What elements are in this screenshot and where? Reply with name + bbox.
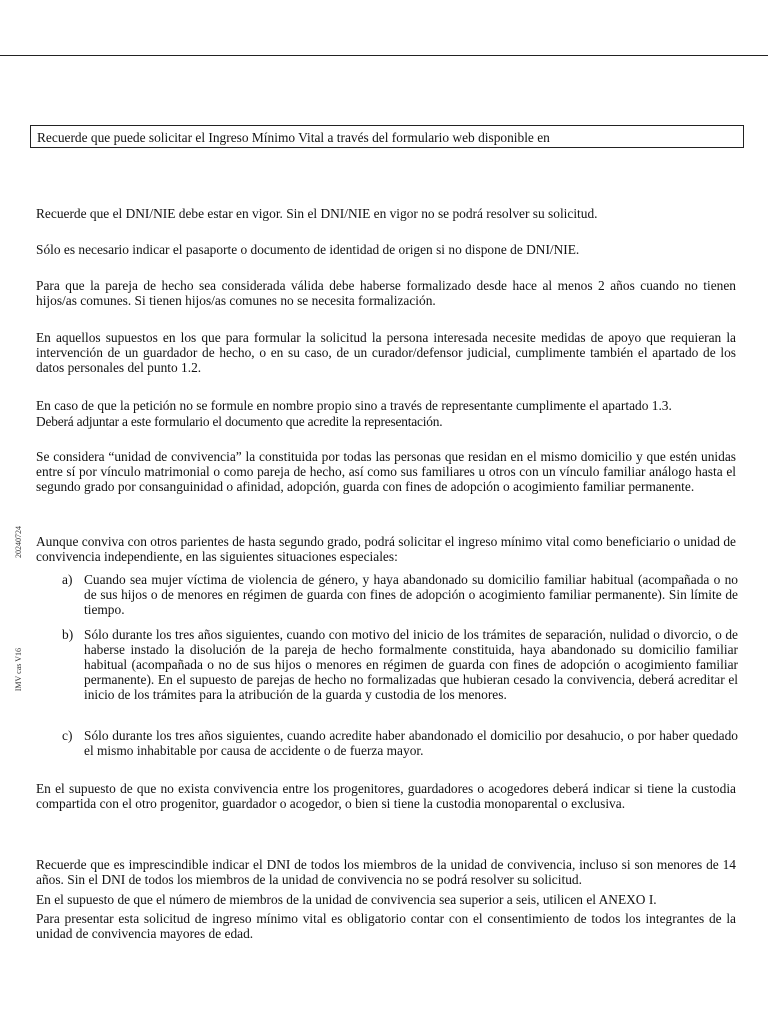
dni-valid-note: Recuerde que el DNI/NIE debe estar en vigor. Sin el DNI/NIE en vigor no se podrá resolver su solicitud. xyxy=(36,206,598,221)
situation-text: Sólo durante los tres años siguientes, cuando con motivo del inicio de los trámites de separación, nulidad o divorcio, o de haberse instado la disolución de la pareja de hecho formalmente constituida, haya abandonado su domicilio familiar habitual (acompañada o no de sus hijos o menores en régimen de guarda con fines de adopción o acogimiento familiar permanente). En el supuesto de parejas de hecho no formalizadas que hubieran cesado la convivencia, deberá acreditar el inicio de los trámites para la atribución de la guarda y custodia de los menores. xyxy=(84,627,738,702)
situation-item xyxy=(62,627,738,702)
dni-miembros-note: Recuerde que es imprescindible indicar el DNI de todos los miembros de la unidad de convivencia, incluso si son menores de 14 años. Sin el DNI de todos los miembros de la unidad de convivencia no se podrá resolver su solicitud. xyxy=(36,857,736,887)
situation-marker: a) xyxy=(62,572,73,587)
situation-item xyxy=(62,728,738,758)
situaciones-intro: Aunque conviva con otros parientes de hasta segundo grado, podrá solicitar el ingreso mínimo vital como beneficiario o unidad de convivencia independiente, en las siguientes situaciones especiales: xyxy=(36,534,736,564)
representante-note: En caso de que la petición no se formule en nombre propio sino a través de representante cumplimente el apartado 1.3. xyxy=(36,398,672,413)
side-date-label: 20240724 xyxy=(14,526,23,558)
situation-marker: b) xyxy=(62,627,74,642)
situation-text: Sólo durante los tres años siguientes, cuando acredite haber abandonado el domicilio por desahucio, o por haber quedado el mismo inhabitable por causa de accidente o de fuerza mayor. xyxy=(84,728,738,758)
side-form-code: IMV cas V16 xyxy=(14,648,23,692)
passport-note: Sólo es necesario indicar el pasaporte o documento de identidad de origen si no dispone de DNI/NIE. xyxy=(36,242,580,257)
custodia-note: En el supuesto de que no exista convivencia entre los progenitores, guardadores o acogedores deberá indicar si tiene la custodia compartida con el otro progenitor, guardador o acogedor, o bien si tiene la custodia monoparental o exclusiva. xyxy=(36,781,736,811)
situation-text: Cuando sea mujer víctima de violencia de género, y haya abandonado su domicilio familiar habitual (acompañada o no de sus hijos o de menores en régimen de guarda con fines de adopción o acogimiento familiar permanente). Sin límite de tiempo. xyxy=(84,572,738,617)
consentimiento-note: Para presentar esta solicitud de ingreso mínimo vital es obligatorio contar con el consentimiento de todos los integrantes de la unidad de convivencia mayores de edad. xyxy=(36,911,736,941)
web-form-notice: Recuerde que puede solicitar el Ingreso Mínimo Vital a través del formulario web disponible en xyxy=(30,125,744,148)
pareja-note: Para que la pareja de hecho sea considerada válida debe haberse formalizado desde hace al menos 2 años cuando no tienen hijos/as comunes. Si tienen hijos/as comunes no se necesita formalización. xyxy=(36,278,736,308)
apoyo-note: En aquellos supuestos en los que para formular la solicitud la persona interesada necesite medidas de apoyo que requieran la intervención de un guardador de hecho, o en su caso, de un curador/defensor judicial, cumplimente también el apartado de los datos personales del punto 1.2. xyxy=(36,330,736,375)
situation-marker: c) xyxy=(62,728,73,743)
top-rule xyxy=(0,55,768,56)
anexo-note: En el supuesto de que el número de miembros de la unidad de convivencia sea superior a seis, utilicen el ANEXO I. xyxy=(36,892,657,907)
representante-doc-note: Deberá adjuntar a este formulario el documento que acredite la representación. xyxy=(36,414,443,429)
unidad-convivencia-definition: Se considera “unidad de convivencia” la constituida por todas las personas que residan en el mismo domicilio y que estén unidas entre sí por vínculo matrimonial o como pareja de hecho, así como sus familiares u otros con un vínculo familiar análogo hasta el segundo grado por consanguinidad o afinidad, adopción, guarda con fines de adopción o acogimiento familiar permanente. xyxy=(36,449,736,494)
situation-item xyxy=(62,572,738,617)
